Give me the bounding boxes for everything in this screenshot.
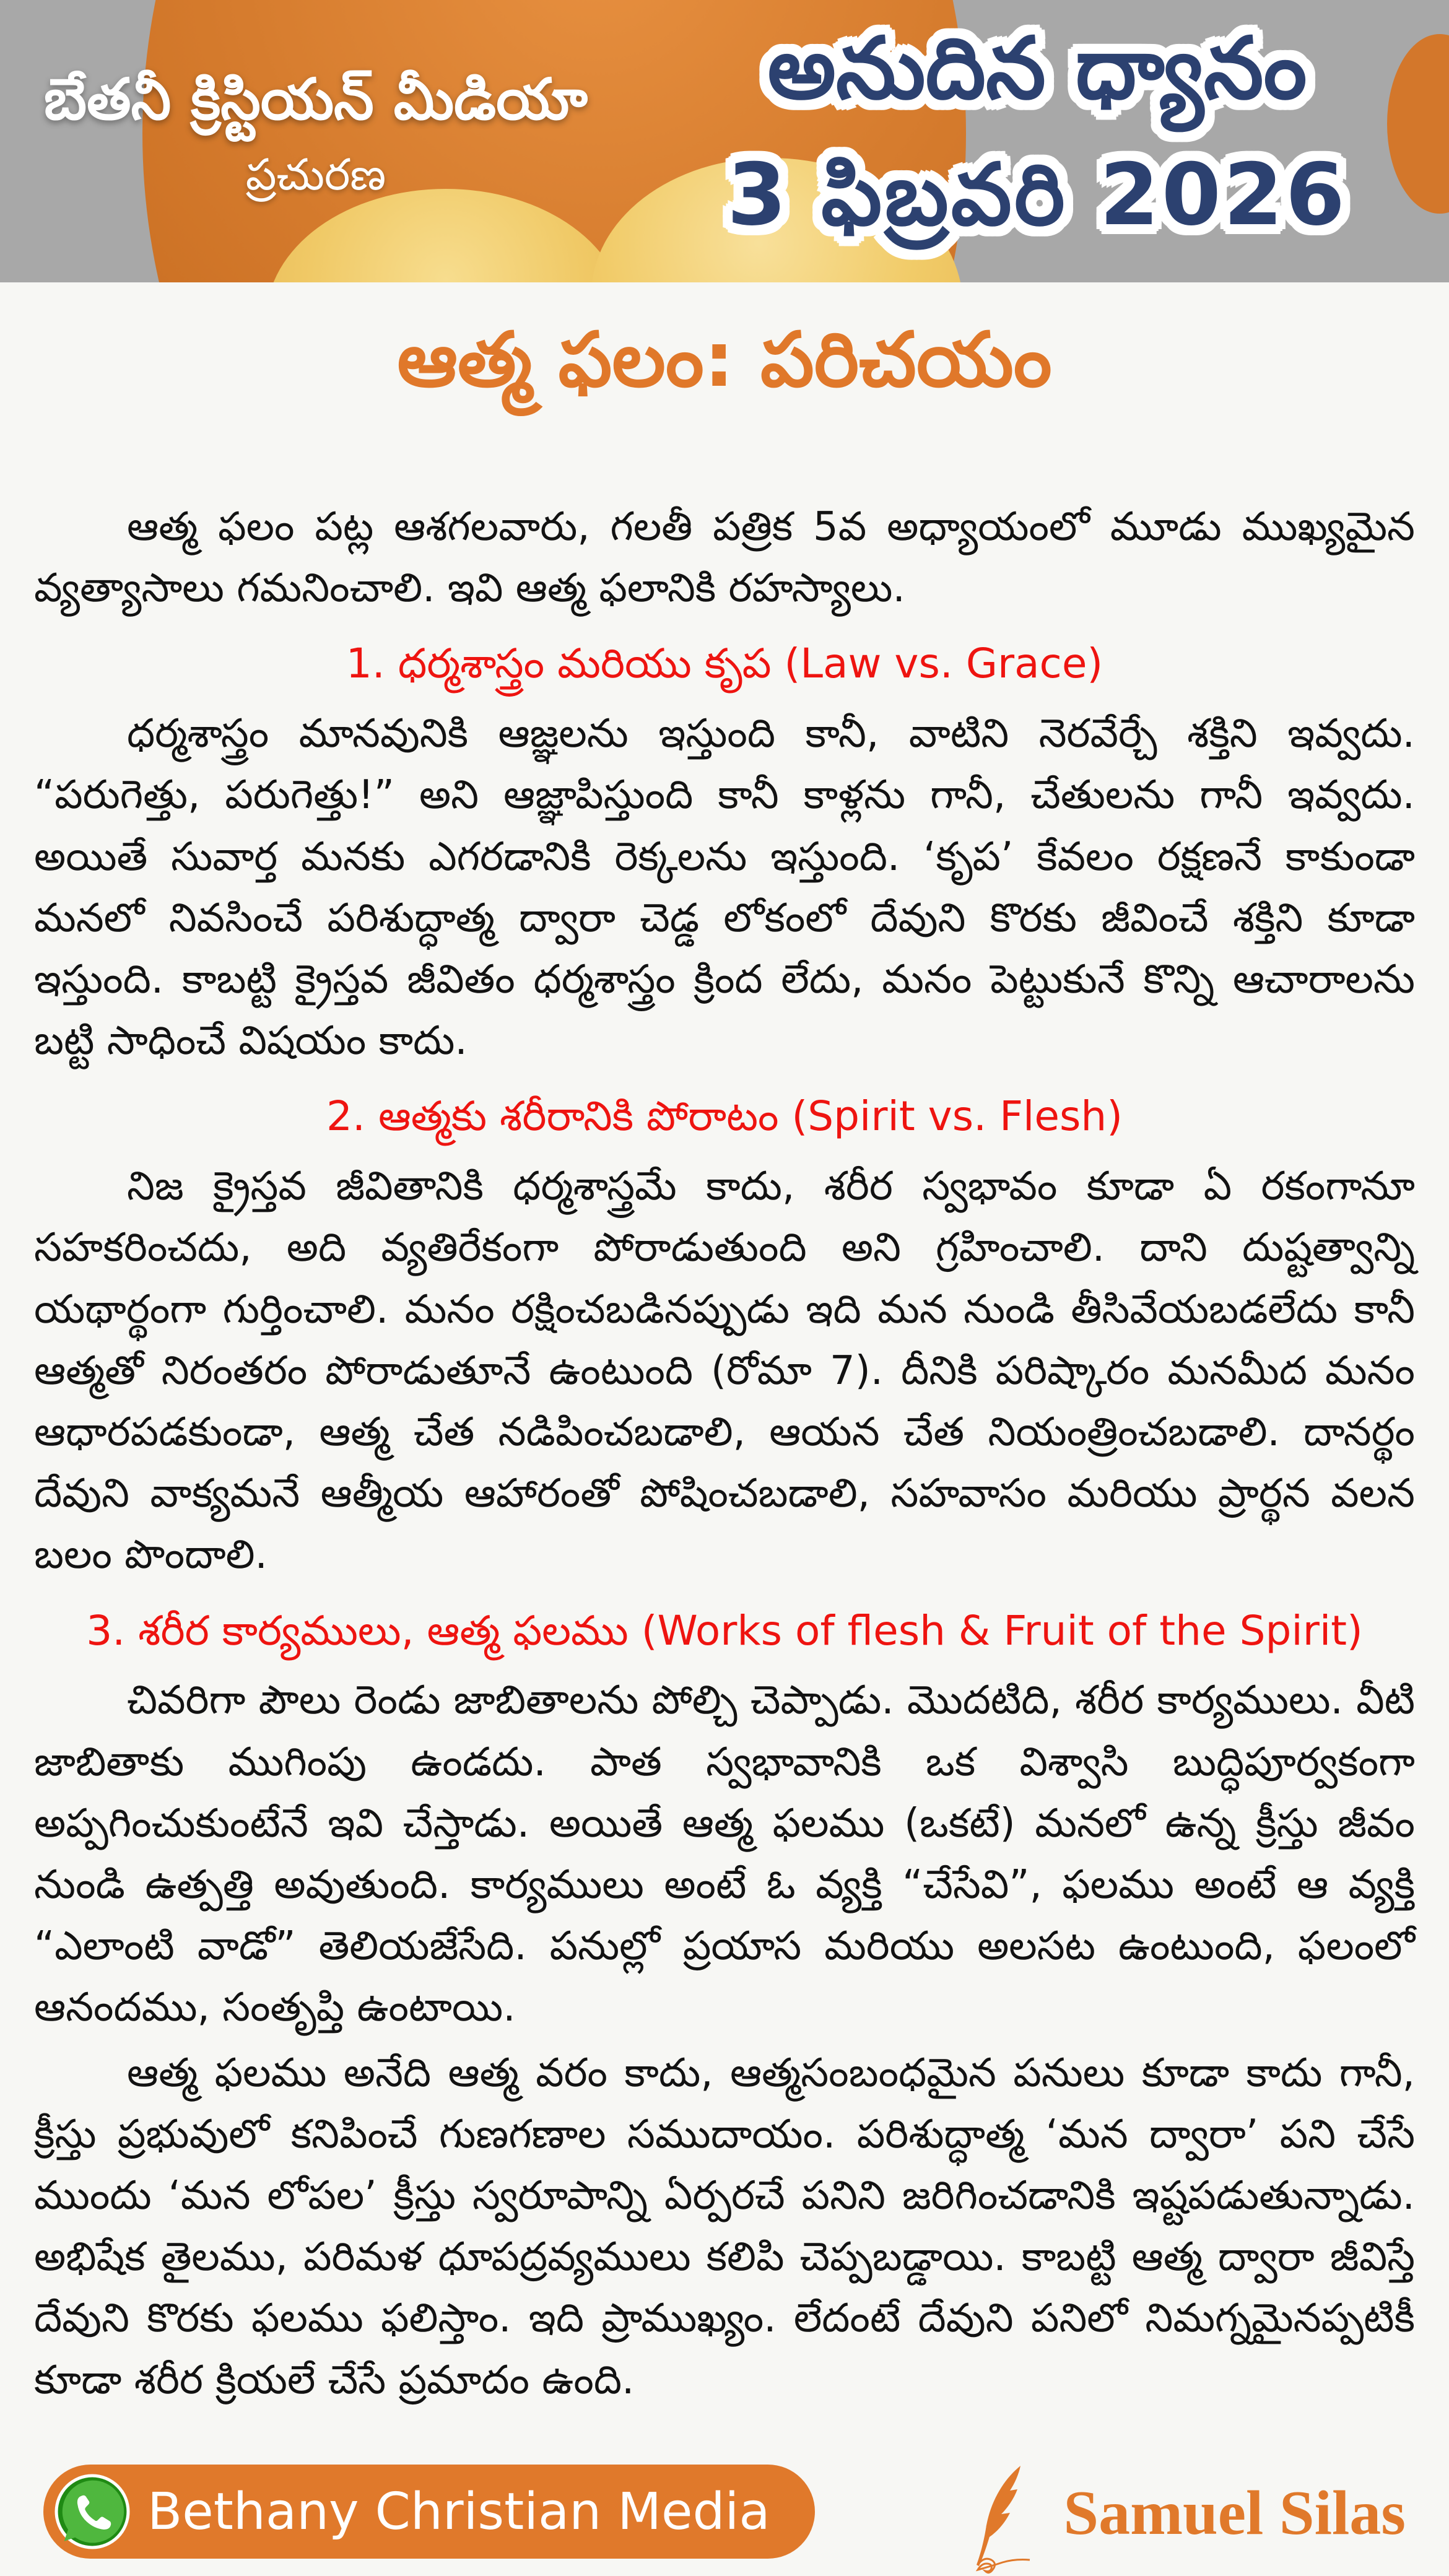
author-signature — [962, 2461, 1406, 2562]
intro-paragraph: ఆత్మ ఫలం పట్ల ఆశగలవారు, గలతీ పత్రిక 5వ అధ్యాయంలో మూడు ముఖ్యమైన వ్యత్యాసాలు గమనించాలి. ఇవి ఆత్మ ఫలానికి రహస్యాలు. — [34, 504, 1415, 612]
author-name: Samuel Silas — [1063, 2478, 1406, 2548]
brand-block — [34, 68, 598, 211]
section-1-paragraph: ధర్మశాస్త్రం మానవునికి ఆజ్ఞలను ఇస్తుంది కానీ, వాటిని నెరవేర్చే శక్తిని ఇవ్వదు. “పరుగెత్తు, పరుగెత్తు!” అని ఆజ్ఞాపిస్తుంది కానీ కాళ్లను గానీ, చేతులను గానీ ఇవ్వదు. అయితే సువార్త మనకు ఎగరడానికి రెక్కలను ఇస్తుంది. ‘కృప’ కేవలం రక్షణనే కాకుండా మనలో నివసించే పరిశుద్ధాత్మ ద్వారా చెడ్డ లోకంలో దేవుని కొరకు జీవించే శక్తిని కూడా ఇస్తుంది. కాబట్టి క్రైస్తవ జీవితం ధర్మశాస్త్రం క్రింద లేదు, మనం పెట్టుకునే కొన్ని ఆచారాలను బట్టి సాధించే విషయం కాదు. — [34, 711, 1415, 1064]
masthead-block — [659, 19, 1415, 245]
whatsapp-badge-label: Bethany Christian Media — [147, 2482, 770, 2541]
brand-title: బేతనీ క్రిస్టియన్ మీడియా — [44, 66, 588, 133]
section-3-heading: 3. శరీర కార్యములు, ఆత్మ ఫలము (Works of flesh & Fruit of the Spirit) — [86, 1606, 1363, 1655]
footer — [0, 2447, 1449, 2576]
section-1-heading: 1. ధర్మశాస్త్రం మరియు కృప (Law vs. Grace) — [346, 640, 1103, 688]
whatsapp-icon — [53, 2473, 131, 2551]
section-2-heading: 2. ఆత్మకు శరీరానికి పోరాటం (Spirit vs. Flesh) — [326, 1092, 1123, 1141]
section-2-paragraph: నిజ క్రైస్తవ జీవితానికి ధర్మశాస్త్రమే కాదు, శరీర స్వభావం కూడా ఏ రకంగానూ సహకరించదు, అది వ్యతిరేకంగా పోరాడుతుంది అని గ్రహించాలి. దాని దుష్టత్వాన్ని యథార్థంగా గుర్తించాలి. మనం రక్షించబడినప్పుడు ఇది మన నుండి తీసివేయబడలేదు కానీ ఆత్మతో నిరంతరం పోరాడుతూనే ఉంటుంది (రోమా 7). దీనికి పరిష్కారం మనమీద మనం ఆధారపడకుండా, ఆత్మ చేత నడిపించబడాలి, ఆయన చేత నియంత్రించబడాలి. దానర్థం దేవుని వాక్యమనే ఆత్మీయ ఆహారంతో పోషించబడాలి, సహవాసం మరియు ప్రార్థన వలన బలం పొందాలి. — [34, 1164, 1415, 1578]
article-title: ఆత్మ ఫలం: పరిచయం — [397, 316, 1052, 404]
feather-quill-icon — [962, 2461, 1055, 2576]
section-3-paragraph-2: ఆత్మ ఫలము అనేది ఆత్మ వరం కాదు, ఆత్మసంబంధమైన పనులు కూడా కాదు గానీ, క్రీస్తు ప్రభువులో కనిపించే గుణగణాల సముదాయం. పరిశుద్ధాత్మ ‘మన ద్వారా’ పని చేసే ముందు ‘మన లోపల’ క్రీస్తు స్వరూపాన్ని ఏర్పరచే పనిని జరిగించడానికి ఇష్టపడుతున్నాడు. అభిషేక తైలము, పరిమళ ధూపద్రవ్యములు కలిపి చెప్పబడ్డాయి. కాబట్టి ఆత్మ ద్వారా జీవిస్తే దేవుని కొరకు ఫలము ఫలిస్తాం. ఇది ప్రాముఖ్యం. లేదంటే దేవుని పనిలో నిమగ్నమైనప్పటికీ కూడా శరీర క్రియలే చేసే ప్రమాదం ఉంది. — [34, 2050, 1415, 2403]
section-3-paragraph-1: చివరిగా పౌలు రెండు జాబితాలను పోల్చి చెప్పాడు. మొదటిది, శరీర కార్యములు. వీటి జాబితాకు ముగింపు ఉండదు. పాత స్వభావానికి ఒక విశ్వాసి బుద్ధిపూర్వకంగా అప్పగించుకుంటేనే ఇవి చేస్తాడు. అయితే ఆత్మ ఫలము (ఒకటే) మనలో ఉన్న క్రీస్తు జీవం నుండి ఉత్పత్తి అవుతుంది. కార్యములు అంటే ఓ వ్యక్తి “చేసేవి”, ఫలము అంటే ఆ వ్యక్తి “ఎలాంటి వాడో” తెలియజేసేది. పనుల్లో ప్రయాస మరియు అలసట ఉంటుంది, ఫలంలో ఆనందము, సంతృప్తి ఉంటాయి. — [34, 1677, 1415, 2031]
masthead-title: అనుదిన ధ్యానం — [767, 19, 1307, 118]
header-banner — [0, 0, 1449, 282]
brand-subtitle: ప్రచురణ — [245, 149, 386, 201]
whatsapp-badge[interactable] — [43, 2465, 815, 2559]
article — [0, 282, 1449, 2415]
masthead-date: 3 ఫిబ్రవరి 2026 — [727, 144, 1347, 245]
